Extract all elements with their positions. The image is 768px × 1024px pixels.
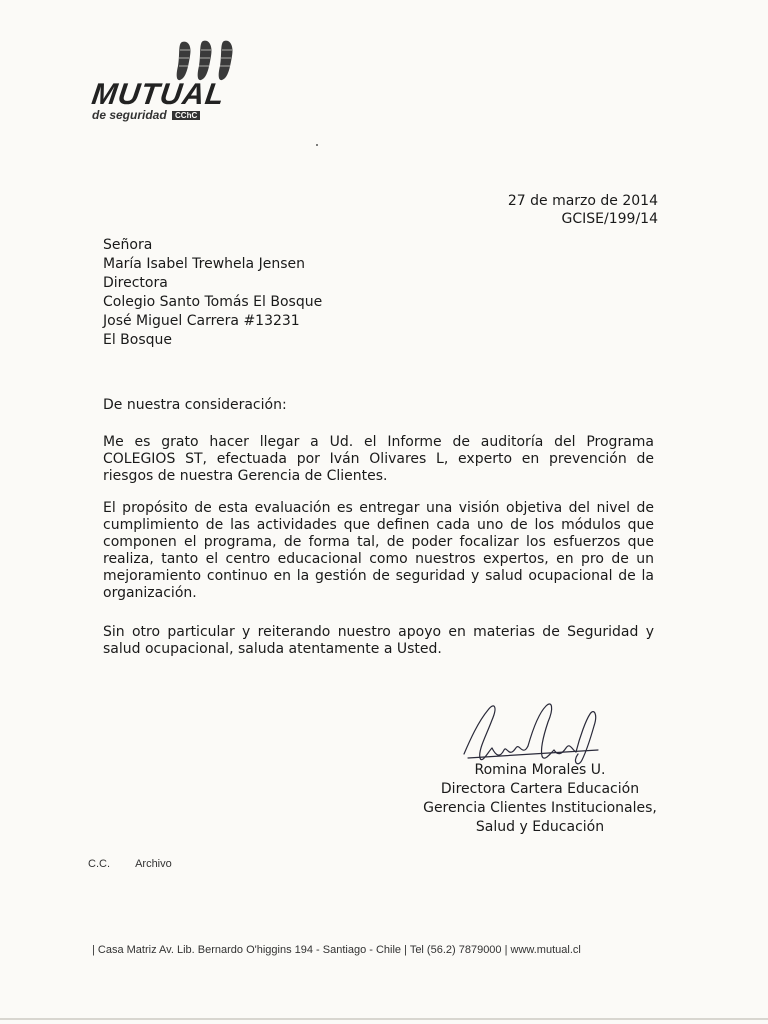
signer-department: Gerencia Clientes Institucionales,	[423, 800, 657, 816]
scan-speck	[316, 144, 318, 146]
signer-block	[380, 761, 700, 837]
signer-area: Salud y Educación	[475, 819, 605, 835]
recipient-institution: Colegio Santo Tomás El Bosque	[103, 294, 323, 310]
greeting: De nuestra consideración:	[103, 397, 287, 413]
cc-line	[88, 858, 172, 870]
recipient-address: José Miguel Carrera #13231	[103, 313, 300, 329]
cc-value: Archivo	[135, 858, 172, 870]
recipient-city: El Bosque	[103, 332, 173, 348]
body-paragraph: Sin otro particular y reiterando nuestro apoyo en materias de Seguridad y salud ocupacional, saluda atentamente a Usted.	[103, 624, 654, 657]
cchc-badge: CChC	[172, 111, 200, 120]
body-paragraph: El propósito de esta evaluación es entregar una visión objetiva del nivel de cumplimiento de las actividades que definen cada uno de los módulos que componen el programa, de forma tal, de poder focalizar los esfuerzos que realiza, tanto el centro educacional como nuestros expertos, en pro de un mejoramiento continuo en la gestión de seguridad y salud ocupacional de la organización.	[103, 500, 654, 601]
cc-label: C.C.	[88, 858, 110, 870]
brand-name: MUTUAL	[89, 78, 228, 111]
brand-tagline-text: de seguridad	[92, 108, 167, 122]
letter-date: 27 de marzo de 2014	[507, 193, 658, 209]
recipient-position: Directora	[103, 275, 168, 291]
recipient-title: Señora	[103, 237, 153, 253]
signer-name: Romina Morales U.	[474, 762, 606, 778]
recipient-name: María Isabel Trewhela Jensen	[103, 256, 305, 272]
signer-title: Directora Cartera Educación	[440, 781, 640, 797]
recipient-block	[103, 236, 322, 350]
footer-contact: | Casa Matriz Av. Lib. Bernardo O'higgins 194 - Santiago - Chile | Tel (56.2) 7879000 | www.mutual.cl	[92, 944, 581, 956]
date-block	[508, 192, 658, 228]
body-paragraph: Me es grato hacer llegar a Ud. el Informe de auditoría del Programa COLEGIOS ST, efectuada por Iván Olivares L, experto en prevención de riesgos de nuestra Gerencia de Clientes.	[103, 434, 654, 484]
page-bottom-edge	[0, 1018, 768, 1020]
letter-reference: GCISE/199/14	[561, 211, 658, 227]
brand-tagline	[92, 108, 200, 122]
